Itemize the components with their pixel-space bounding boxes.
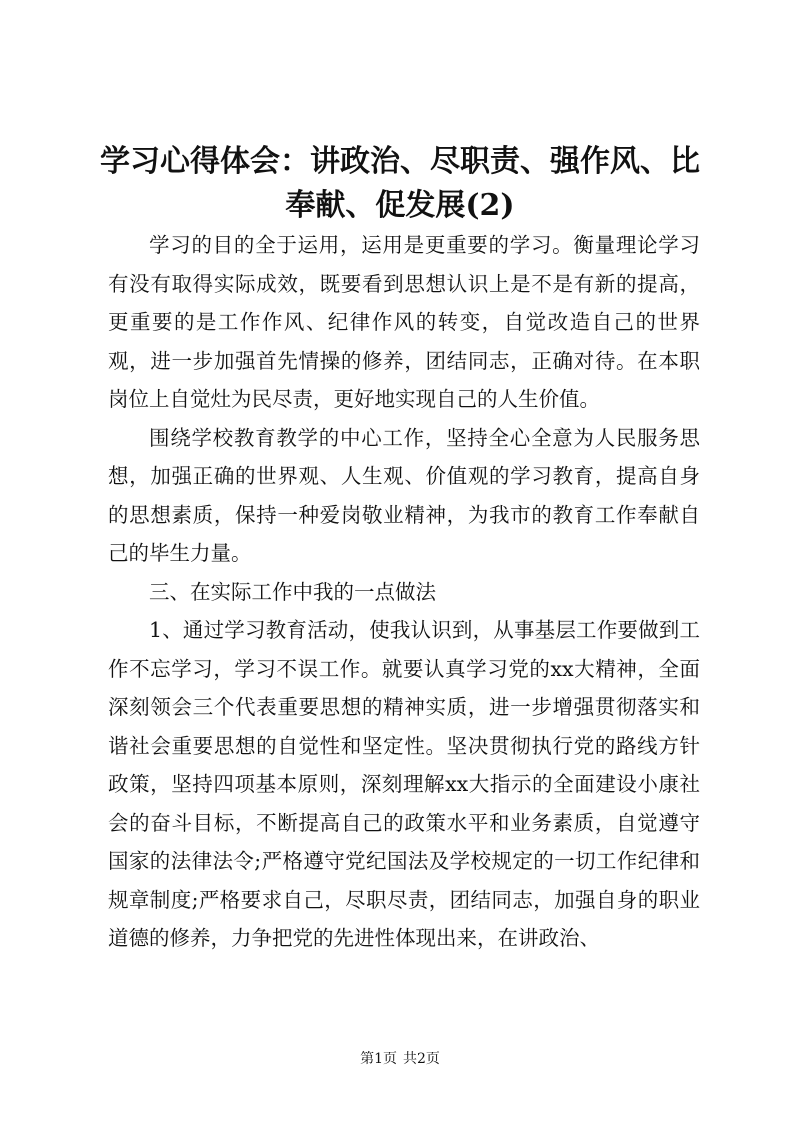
document-title: 学习心得体会：讲政治、尽职责、强作风、比奉献、促发展(2) [100,144,700,223]
section-heading: 三、在实际工作中我的一点做法 [149,579,436,604]
paragraph-1: 学习的目的全于运用，运用是更重要的学习。衡量理论学习有没有取得实际成效，既要看到思想认识上是不是有新的提高，更重要的是工作作风、纪律作风的转变，自觉改造自己的世界观，进一步加强首先情操的修养，团结同志，正确对待。在本职岗位上自觉灶为民尽责，更好地实现自己的人生价值。 [108,233,700,411]
page-total: 共2页 [403,1051,440,1067]
page-number: 第1页 [360,1051,397,1067]
page-footer [0,1049,800,1069]
paragraph-2: 围绕学校教育教学的中心工作，坚持全心全意为人民服务思想，加强正确的世界观、人生观、价值观的学习教育，提高自身的思想素质，保持一种爱岗敬业精神，为我市的教育工作奉献自己的毕生力量。 [108,425,700,565]
document-body [108,226,700,958]
paragraph-3: 1、通过学习教育活动，使我认识到，从事基层工作要做到工作不忘学习，学习不误工作。就要认真学习党的xx大精神，全面深刻领会三个代表重要思想的精神实质，进一步增强贯彻落实和谐社会重要思想的自觉性和坚定性。坚决贯彻执行党的路线方针政策，坚持四项基本原则，深刻理解xx大指示的全面建设小康社会的奋斗目标，不断提高自己的政策水平和业务素质，自觉遵守国家的法律法令;严格遵守党纪国法及学校规定的一切工作纪律和规章制度;严格要求自己，尽职尽责，团结同志，加强自身的职业道德的修养，力争把党的先进性体现出来，在讲政治、 [108,618,700,950]
